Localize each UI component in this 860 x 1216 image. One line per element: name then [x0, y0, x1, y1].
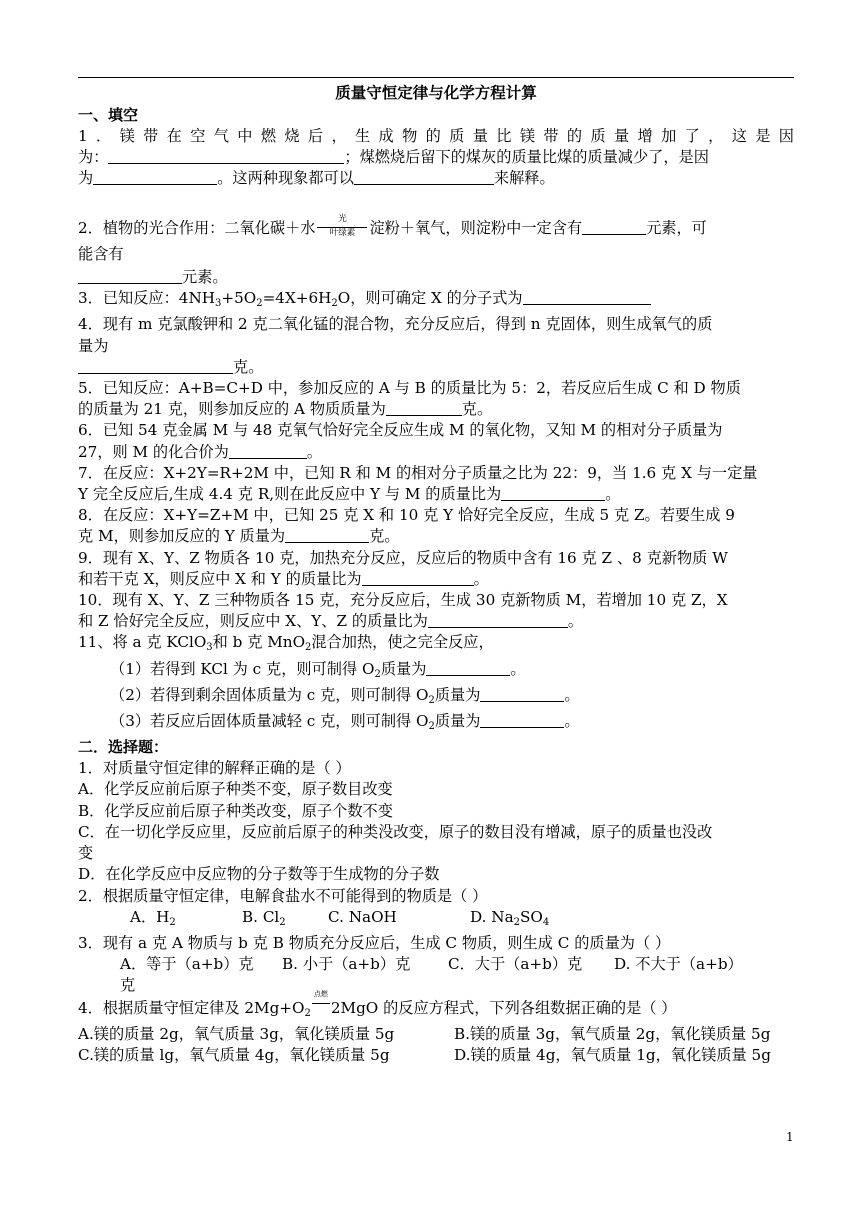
q11-sub2	[78, 685, 794, 711]
c2-option-d-text: SO	[520, 907, 543, 926]
q11-text: （1）若得到 KCl 为 c 克，则可制得 O	[110, 659, 375, 678]
content	[78, 82, 794, 1066]
subscript: 2	[279, 916, 286, 928]
subscript: 2	[331, 298, 338, 310]
answer-blank[interactable]	[229, 443, 307, 459]
c2-option-c: C. NaOH	[328, 907, 397, 926]
page-number: 1	[786, 1130, 794, 1144]
q2-text: 元素，可	[646, 218, 707, 237]
q10-line2	[78, 611, 794, 632]
q11-sub3	[78, 711, 794, 737]
question-6	[78, 420, 794, 462]
q5-line1: 5．已知反应：A+B=C+D 中，参加反应的 A 与 B 的质量比为 5：2，若反应后生成 C 和 D 物质	[78, 379, 741, 398]
choice-3	[78, 933, 794, 997]
answer-blank[interactable]	[386, 400, 462, 416]
question-10	[78, 590, 794, 632]
c3-option-b: B. 小于（a+b）克	[282, 955, 411, 974]
q6-text: 27，则 M 的化合价为	[78, 442, 229, 461]
answer-blank[interactable]	[285, 527, 369, 543]
q7-text: Y 完全反应后,生成 4.4 克 R,则在此反应中 Y 与 M 的质量比为	[78, 485, 502, 504]
q11-text: 质量为	[434, 712, 481, 731]
q3-text: O，则可确定 X 的分子式为	[337, 289, 523, 308]
q1-line3	[78, 168, 794, 189]
subscript: 3	[206, 642, 213, 654]
question-4	[78, 314, 794, 378]
q9-text: 和若干克 X，则反应中 X 和 Y 的质量比为	[78, 569, 362, 588]
q5-line2	[78, 399, 794, 420]
q1-text: 来解释。	[493, 169, 555, 188]
answer-blank[interactable]	[480, 712, 564, 728]
subscript: 2	[256, 298, 263, 310]
answer-blank[interactable]	[480, 686, 564, 702]
q4-line2: 量为	[78, 336, 109, 355]
q9-text: 。	[473, 569, 489, 588]
q3-text: +5O	[221, 289, 257, 308]
choice-1	[78, 758, 794, 885]
c4-options-row1	[78, 1024, 794, 1045]
c4-text: 4．根据质量守恒定律及 2Mg+O	[78, 998, 305, 1017]
answer-blank[interactable]	[501, 485, 605, 501]
q11-text: （2）若得到剩余固体质量为 c 克，则可制得 O	[110, 685, 429, 704]
q11-text: 质量为	[380, 659, 427, 678]
q5-text: 的质量为 21 克，则参加反应的 A 物质质量为	[78, 400, 386, 419]
q2-text: 元素。	[182, 268, 228, 287]
subscript: 2	[513, 916, 521, 928]
c1-option-c-line2: 变	[78, 844, 94, 863]
q11-text: 质量为	[434, 685, 481, 704]
section-choice-heading: 二．选择题：	[78, 738, 169, 757]
condition-line	[312, 1003, 330, 1004]
q11-sub1	[78, 659, 794, 685]
q3-text: 3．已知反应：4NH	[78, 289, 215, 308]
c3-option-d: D. 不大于（a+b）	[614, 955, 743, 974]
c4-option-a: A.镁的质量 2g，氧气质量 3g，氧化镁质量 5g	[78, 1024, 395, 1043]
c4-text: 2MgO 的反应方程式，下列各组数据正确的是（ ）	[330, 998, 677, 1017]
c3-option-a: A．等于（a+b）克	[120, 955, 254, 974]
answer-blank[interactable]	[108, 148, 344, 164]
c1-question: 1．对质量守恒定律的解释正确的是（ ）	[78, 759, 351, 778]
q7-line1: 7．在反应：X+2Y=R+2M 中，已知 R 和 M 的相对分子质量之比为 22：9，当 1.6 克 X 与一定量	[78, 463, 758, 482]
answer-blank[interactable]	[428, 612, 568, 628]
c2-option-a	[130, 907, 242, 933]
answer-blank[interactable]	[426, 660, 510, 676]
q1-text: 。这两种现象都可以	[217, 169, 354, 188]
c3-question: 3．现有 a 克 A 物质与 b 克 B 物质充分反应后，生成 C 物质，则生成 C 的质量为（ ）	[78, 933, 671, 952]
q7-line2	[78, 484, 794, 505]
c2-options	[78, 907, 794, 933]
q8-text: 克 M，则参加反应的 Y 质量为	[78, 527, 286, 546]
q11-text: 11、将 a 克 KClO	[78, 633, 207, 652]
c2-option-a-text: A．H	[130, 907, 170, 926]
c4-options-row2	[78, 1045, 794, 1066]
c1-option-a: A．化学反应前后原子种类不变，原子数目改变	[78, 780, 393, 799]
q8-line1: 8．在反应：X+Y=Z+M 中，已知 25 克 X 和 10 克 Y 恰好完全反应，生成 5 克 Z。若要生成 9	[78, 506, 735, 525]
c2-option-b	[242, 907, 328, 933]
q2-text: 2．植物的光合作用：二氧化碳＋水	[78, 218, 316, 237]
c2-option-d-text: D. Na	[470, 907, 514, 926]
arrow-condition-bottom: 叶绿素	[329, 227, 356, 238]
question-2	[78, 213, 794, 289]
question-8	[78, 505, 794, 547]
q11-text: 混合加热，使之完全反应，	[311, 633, 494, 652]
answer-blank[interactable]	[93, 169, 217, 185]
answer-blank[interactable]	[78, 268, 182, 284]
q11-text: 。	[564, 685, 580, 704]
c4-option-d: D.镁的质量 4g，氧气质量 1g，氧化镁质量 5g	[454, 1045, 771, 1064]
reaction-condition	[311, 989, 331, 1013]
q3-text: =4X+6H	[262, 289, 332, 308]
q10-text: 和 Z 恰好完全反应，则反应中 X、Y、Z 的质量比为	[78, 612, 428, 631]
subscript: 4	[542, 916, 550, 928]
c3-option-c: C．大于（a+b）克	[448, 955, 583, 974]
page-title: 质量守恒定律与化学方程计算	[335, 83, 537, 102]
arrow-condition-top: 光	[338, 213, 347, 224]
subscript: 2	[305, 642, 312, 654]
c3-option-d-tail: 克	[120, 976, 136, 995]
q1-text: ；煤燃烧后留下的煤灰的质量比煤的质量减少了，是因	[344, 148, 709, 167]
q11-text: 和 b 克 MnO	[212, 633, 306, 652]
answer-blank[interactable]	[523, 289, 651, 305]
q6-text: 。	[306, 442, 323, 461]
q9-line2	[78, 569, 794, 590]
subscript: 2	[169, 916, 176, 928]
choice-2	[78, 886, 794, 933]
header-rule	[78, 77, 794, 78]
q1-line1: 1．镁带在空气中燃烧后，生成物的质量比镁带的质量增加了，这是因	[78, 127, 794, 145]
c1-option-b: B．化学反应前后原子种类改变，原子个数不变	[78, 801, 393, 820]
c2-question: 2．根据质量守恒定律，电解食盐水不可能得到的物质是（ ）	[78, 886, 488, 905]
c1-option-d: D．在化学反应中反应物的分子数等于生成物的分子数	[78, 865, 440, 884]
q9-line1: 9．现有 X、Y、Z 物质各 10 克，加热充分反应，反应后的物质中含有 16 克 Z 、8 克新物质 W	[78, 548, 728, 567]
q11-line1	[78, 632, 794, 658]
c4-question	[78, 989, 794, 1024]
subscript: 2	[428, 694, 435, 706]
q1-line2	[78, 147, 794, 168]
question-9	[78, 548, 794, 590]
q4-line3	[78, 357, 794, 378]
q11-text: （3）若反应后固体质量减轻 c 克，则可制得 O	[110, 712, 429, 731]
q10-text: 。	[567, 612, 584, 631]
c2-option-d	[470, 907, 549, 933]
answer-blank[interactable]	[582, 219, 646, 235]
reaction-arrow	[315, 213, 369, 238]
q4-line1: 4．现有 m 克氯酸钾和 2 克二氧化锰的混合物，充分反应后，得到 n 克固体，则生成氧气的质	[78, 315, 713, 334]
q11-text: 。	[564, 712, 580, 731]
subscript: 2	[374, 668, 381, 680]
subscript: 2	[428, 721, 435, 733]
q6-line2	[78, 442, 794, 463]
question-7	[78, 463, 794, 505]
subscript: 2	[304, 1007, 311, 1019]
q10-line1: 10．现有 X、Y、Z 三种物质各 15 克，充分反应后，生成 30 克新物质 M，若增加 10 克 Z，X	[78, 591, 728, 610]
q7-text: 。	[605, 485, 621, 504]
answer-blank[interactable]	[78, 358, 233, 374]
answer-blank[interactable]	[354, 169, 494, 185]
c3-options	[78, 954, 794, 975]
q6-line1: 6．已知 54 克金属 M 与 48 克氧气恰好完全反应生成 M 的氧化物，又知 M 的相对分子质量为	[78, 421, 723, 440]
section-fill-in-heading: 一、填空	[78, 106, 139, 124]
c2-option-b-text: B. Cl	[242, 907, 280, 926]
q8-text: 克。	[369, 527, 400, 546]
spacer	[78, 190, 794, 209]
question-5	[78, 378, 794, 420]
c4-option-c: C.镁的质量 lg，氧气质量 4g，氧化镁质量 5g	[78, 1045, 390, 1064]
q2-line2: 能含有	[78, 244, 124, 263]
choice-4	[78, 989, 794, 1067]
question-1	[78, 126, 794, 190]
q11-text: 。	[510, 659, 526, 678]
c1-option-c-line1: C．在一切化学反应里，反应前后原子的种类没改变，原子的数目没有增减，原子的质量也没改	[78, 822, 713, 841]
q1-text: 为	[78, 169, 94, 188]
q2-line3	[78, 267, 794, 288]
question-3	[78, 288, 794, 314]
q1-text: 为：	[78, 148, 109, 167]
q8-line2	[78, 526, 794, 547]
q5-text: 克。	[461, 400, 493, 419]
answer-blank[interactable]	[362, 570, 474, 586]
subscript: 3	[214, 298, 222, 310]
condition-label: 点燃	[313, 989, 328, 998]
q2-line1	[78, 213, 794, 239]
question-11	[78, 632, 794, 737]
c4-option-b: B.镁的质量 3g，氧气质量 2g，氧化镁质量 5g	[454, 1024, 771, 1043]
q2-text: 淀粉＋氧气，则淀粉中一定含有	[369, 218, 583, 237]
q4-text: 克。	[233, 357, 264, 376]
